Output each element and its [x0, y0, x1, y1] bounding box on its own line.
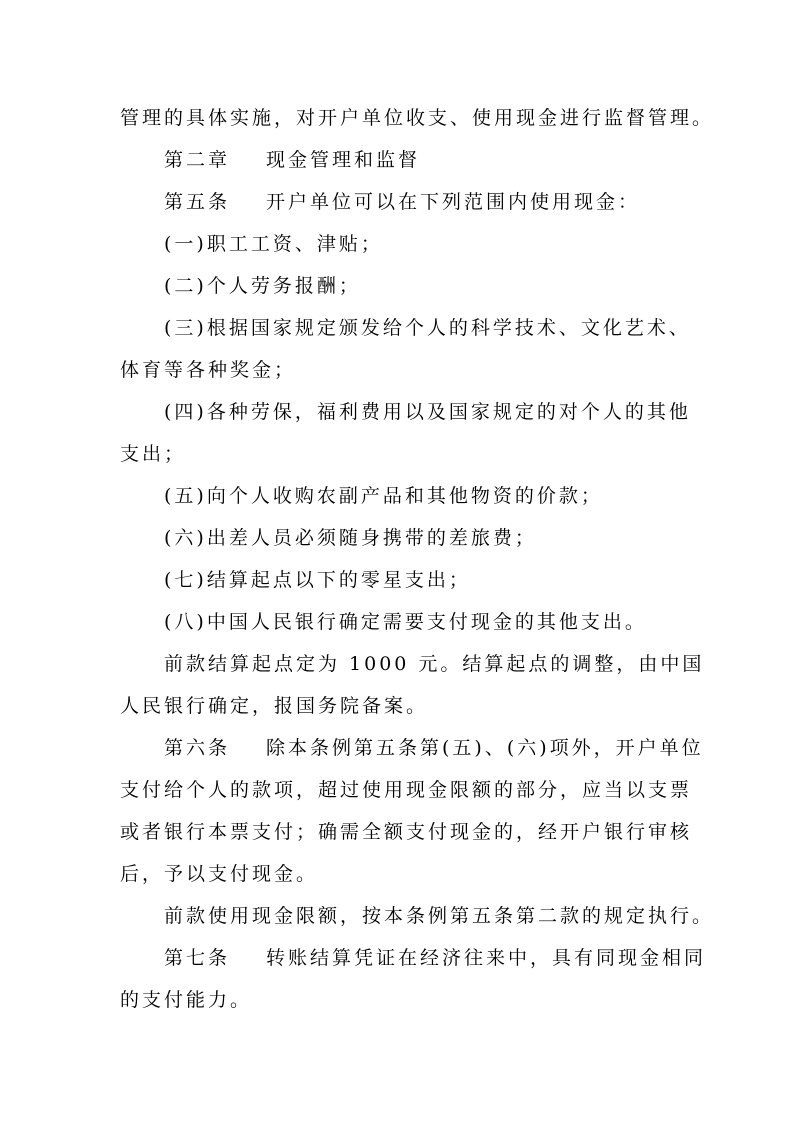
article-number: 第七条: [164, 947, 231, 969]
list-item-text: (八)中国人民银行确定需要支付现金的其他支出。: [164, 611, 647, 633]
text-line: [0, 778, 794, 802]
list-item: [0, 610, 794, 634]
text-line: [0, 988, 794, 1012]
list-item: [0, 274, 794, 298]
list-item-continuation: 体育等各种奖金；: [120, 359, 297, 381]
list-item-continuation: 支出；: [120, 443, 187, 465]
chapter-title: 现金管理和监督: [266, 149, 421, 171]
paragraph-text: 的支付能力。: [120, 989, 253, 1011]
text-line: [0, 106, 794, 130]
text-line: [0, 820, 794, 844]
list-item-text: (五)向个人收购农副产品和其他物资的价款；: [164, 485, 603, 507]
list-item-text: (一)职工工资、津贴；: [164, 233, 383, 255]
article-number: 第六条: [164, 737, 231, 759]
list-item: [0, 526, 794, 550]
list-item: [0, 316, 794, 340]
paragraph-text: 支付给个人的款项，超过使用现金限额的部分，应当以支票: [120, 779, 693, 801]
article-line: [0, 190, 794, 214]
paragraph-text: 人民银行确定，报国务院备案。: [120, 695, 429, 717]
paragraph-text: 前款使用现金限额，按本条例第五条第二款的规定执行。: [164, 905, 715, 927]
article-line: [0, 946, 794, 970]
article-text: 转账结算凭证在经济往来中，具有同现金相同: [266, 947, 707, 969]
list-item: [0, 400, 794, 424]
text-line: [0, 694, 794, 718]
text-line: [0, 358, 794, 382]
article-number: 第五条: [164, 191, 231, 213]
text-line: [0, 652, 794, 676]
article-text: 开户单位可以在下列范围内使用现金：: [266, 191, 641, 213]
article-line: [0, 736, 794, 760]
paragraph-text: 前款结算起点定为 1000 元。结算起点的调整，由中国: [164, 653, 705, 675]
list-item-text: (三)根据国家规定颁发给个人的科学技术、文化艺术、: [164, 317, 691, 339]
chapter-number: 第二章: [164, 149, 231, 171]
text-line: [0, 904, 794, 928]
list-item-text: (六)出差人员必须随身携带的差旅费；: [164, 527, 537, 549]
list-item-text: (七)结算起点以下的零星支出；: [164, 569, 471, 591]
text-line: [0, 862, 794, 886]
list-item: [0, 232, 794, 256]
list-item-text: (二)个人劳务报酬；: [164, 275, 361, 297]
text-line: [0, 442, 794, 466]
list-item: [0, 568, 794, 592]
list-item: [0, 484, 794, 508]
paragraph-text: 管理的具体实施，对开户单位收支、使用现金进行监督管理。: [120, 107, 715, 129]
list-item-text: (四)各种劳保，福利费用以及国家规定的对个人的其他: [164, 401, 691, 423]
article-text: 除本条例第五条第(五)、(六)项外，开户单位: [266, 737, 704, 759]
chapter-heading: [0, 148, 794, 172]
paragraph-text: 或者银行本票支付；确需全额支付现金的，经开户银行审核: [120, 821, 693, 843]
paragraph-text: 后，予以支付现金。: [120, 863, 319, 885]
